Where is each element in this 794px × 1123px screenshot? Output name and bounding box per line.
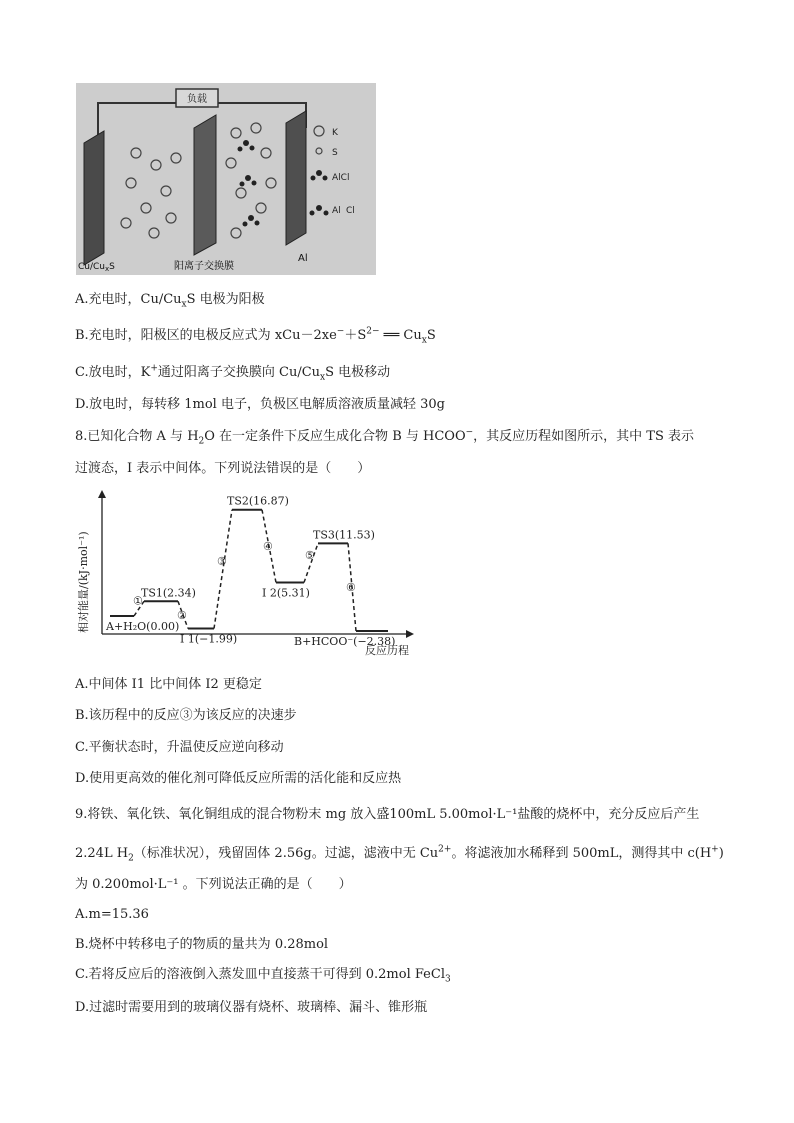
label-right-electrode: Al (298, 253, 308, 264)
step-label-2: ② (177, 608, 187, 622)
q8-option-d: D.使用更高效的催化剂可降低反应所需的活化能和反应热 (75, 771, 402, 786)
step-label-3: ③ (217, 555, 227, 569)
membrane (194, 115, 216, 255)
right-electrode (286, 111, 306, 245)
q9-option-d: D.过滤时需要用到的玻璃仪器有烧杯、玻璃棒、漏斗、锥形瓶 (75, 1000, 428, 1015)
energy-level-label-5: I 2(5.31) (262, 586, 310, 600)
energy-level-label-1: A+H₂O(0.00) (106, 620, 180, 633)
q9-option-a: A.m=15.36 (75, 907, 149, 922)
legend-alcl: AlCl (332, 173, 350, 183)
step-label-4: ④ (263, 540, 273, 554)
legend-cl: Cl (346, 206, 355, 216)
energy-level-label-7: B+HCOO⁻(−2.38) (294, 634, 396, 648)
left-electrode (84, 131, 104, 265)
q8-option-a: A.中间体 I1 比中间体 I2 更稳定 (75, 677, 262, 692)
step-label-1: ① (133, 594, 143, 608)
label-membrane: 阳离子交换膜 (174, 261, 234, 272)
q9-stem-line1: 9.将铁、氧化铁、氧化铜组成的混合物粉末 mg 放入盛100mL 5.00mol·L⁻¹盐酸的烧杯中，充分反应后产生 (75, 807, 700, 822)
energy-level-label-2: TS1(2.34) (141, 586, 196, 600)
q9-stem-line2: 2.24L $H_2$（标准状况），残留固体 2.56g。过滤，滤液中无 $Cu^{2+}$。将滤液加水稀释到 500mL，测得其中 c(H+) (75, 844, 724, 864)
q8-option-b: B.该历程中的反应③为该反应的决速步 (75, 708, 297, 723)
legend-al: Al (332, 206, 341, 216)
x-axis-label: 反应历程 (365, 644, 409, 657)
energy-profile-diagram (72, 488, 422, 664)
q7-option-b: B.充电时，阳极区的电极反应式为 $xCu-2xe^-+S^{2-}$ ══ $Cu_xS$ (75, 326, 436, 346)
step-label-6: ⑥ (346, 581, 356, 595)
q9-option-b: B.烧杯中转移电子的物质的量共为 0.28mol (75, 937, 329, 952)
y-axis-label: 相对能量/(kJ·mol⁻¹) (77, 531, 90, 633)
q9-option-c: C.若将反应后的溶液倒入蒸发皿中直接蒸干可得到 0.2mol FeCl$_3$ (75, 967, 451, 985)
legend-s: S (332, 148, 338, 158)
load-label: 负载 (187, 94, 207, 105)
legend-k: K (332, 128, 338, 138)
step-label-5: ⑤ (305, 548, 315, 562)
q7-option-a: A.充电时，$Cu/Cu_xS$ 电极为阳极 (75, 292, 265, 310)
energy-level-label-3: I 1(−1.99) (180, 632, 238, 646)
battery-apparatus-figure (76, 83, 376, 275)
q7-option-c: C.放电时，K+通过阳离子交换膜向 $Cu/Cu_xS$ 电极移动 (75, 363, 391, 383)
step-connector-3 (214, 510, 232, 629)
q7-option-d: D.放电时，每转移 1mol 电子，负极区电解质溶液质量减轻 30g (75, 397, 445, 412)
q8-option-c: C.平衡状态时，升温使反应逆向移动 (75, 740, 284, 755)
q9-stem-line3: 为 0.200mol·L⁻¹ 。下列说法正确的是（ ） (75, 877, 352, 892)
energy-level-label-6: TS3(11.53) (313, 528, 375, 542)
label-left-electrode: $Cu/Cu_xS$ (78, 262, 115, 273)
q8-stem-line1: 8.已知化合物 A 与 $H_2O$ 在一定条件下反应生成化合物 B 与 HCOO−，其反应历程如图所示，其中 TS 表示 (75, 427, 694, 447)
q8-stem-line2: 过渡态，I 表示中间体。下列说法错误的是（ ） (75, 461, 371, 476)
energy-level-label-4: TS2(16.87) (227, 494, 289, 508)
